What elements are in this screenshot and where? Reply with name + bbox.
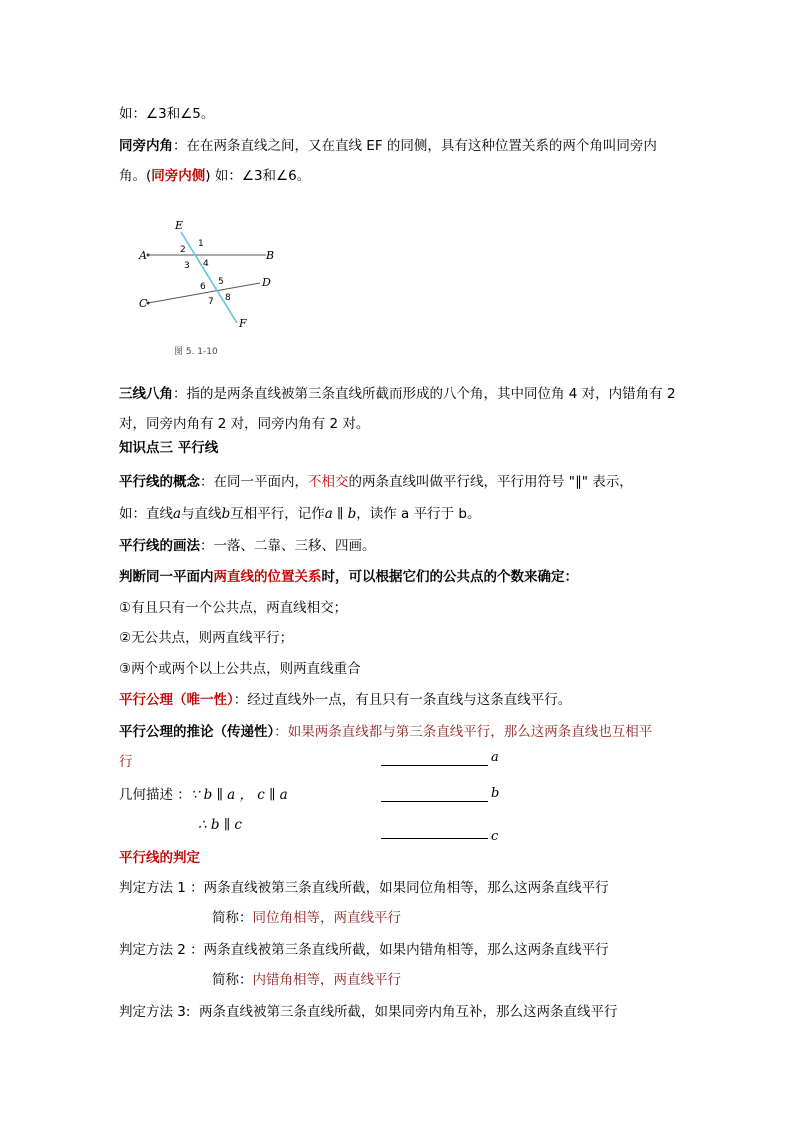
- text-line-10: [119, 567, 578, 587]
- line-label-b: b: [491, 786, 500, 801]
- method-label: 判定方法 1 ：: [119, 880, 204, 896]
- short-text: 内错角相等，两直线平行: [252, 972, 401, 988]
- given-expression: ∵ b ∥ a ， c ∥ a: [190, 787, 288, 803]
- method-label: 判定方法 2 ：: [119, 942, 204, 958]
- text-segment: 如：直线: [119, 506, 173, 522]
- parallel-line-b: [381, 801, 488, 802]
- line-ef: [181, 232, 237, 323]
- text-line-14: [119, 690, 571, 710]
- list-item-text: ③两个或两个以上公共点，则两直线重合: [119, 661, 361, 677]
- highlight-text: 同旁内侧: [151, 168, 206, 184]
- list-item: [119, 659, 361, 679]
- angle-4: 4: [203, 259, 209, 269]
- transversal-figure: [138, 215, 278, 360]
- line-label-a: a: [491, 750, 499, 765]
- text-segment: 时，可以根据它们的公共点的个数来确定：: [321, 569, 578, 585]
- term-heading: 三线八角: [119, 386, 173, 402]
- method-3: [119, 1002, 618, 1022]
- term-heading: 平行线的画法: [119, 538, 200, 554]
- angle-6: 6: [200, 282, 206, 292]
- short-text: 同位角相等，两直线平行: [252, 910, 401, 926]
- text-segment: ，读作 a 平行于 b。: [356, 506, 481, 522]
- label-e: E: [175, 219, 184, 232]
- method-text: 两条直线被第三条直线所截，如果内错角相等，那么这两条直线平行: [203, 942, 609, 958]
- text-line-16: [119, 752, 133, 772]
- list-item: [119, 628, 293, 648]
- method-2: [119, 940, 609, 960]
- term-heading: 同旁内角: [119, 138, 173, 154]
- text-line-5: [119, 414, 369, 434]
- text-line-4: [119, 384, 676, 404]
- example-text: 如：∠3和∠5。: [119, 106, 215, 122]
- label-b: B: [266, 249, 275, 262]
- text-segment: ) 如：∠3和∠6。: [205, 168, 311, 184]
- text-segment: ：一落、二靠、三移、四画。: [200, 538, 376, 554]
- definition-text: ：指的是两条直线被第三条直线所截而形成的八个角，其中同位角 4 对，内错角有 2: [173, 386, 676, 402]
- method-text: 两条直线被第三条直线所截，如果同位角相等，那么这两条直线平行: [203, 880, 609, 896]
- variable-b: b: [221, 506, 231, 522]
- label-d: D: [262, 276, 271, 289]
- text-line-7: [119, 472, 633, 492]
- angle-8: 8: [225, 293, 231, 303]
- highlight-text: 两直线的位置关系: [213, 569, 322, 585]
- text-segment: 的两条直线叫做平行线，平行用符号 "∥" 表示，: [348, 474, 633, 490]
- highlight-heading: 平行公理（唯一性）: [119, 692, 234, 708]
- definition-text: ：在在两条直线之间，又在直线 EF 的同侧，具有这种位置关系的两个角叫同旁内: [173, 138, 657, 154]
- text-line-1: [119, 104, 214, 124]
- label-f: F: [239, 317, 247, 330]
- method-label: 判定方法 3:: [119, 1004, 200, 1020]
- text-line-17: [119, 785, 288, 805]
- text-line-18: [198, 815, 242, 835]
- subsection-title: 平行线的判定: [119, 850, 200, 866]
- angle-7: 7: [208, 297, 214, 307]
- text-segment: 互相平行，记作: [230, 506, 325, 522]
- highlight-text: 行: [119, 754, 133, 770]
- text-line-8: [119, 504, 480, 524]
- method-2-short: [212, 970, 401, 990]
- list-item-text: ①有且只有一个公共点，两直线相交；: [119, 600, 348, 616]
- text-segment: 对，同旁内角有 2 对，同旁内角有 2 对。: [119, 416, 370, 432]
- section-heading: [119, 438, 218, 458]
- text-segment: 几何描述 ：: [119, 787, 191, 803]
- short-label: 简称：: [212, 972, 253, 988]
- text-line-3: [119, 166, 310, 186]
- short-label: 简称：: [212, 910, 253, 926]
- list-item-text: ②无公共点，则两直线平行；: [119, 630, 294, 646]
- highlight-text: 不相交: [308, 474, 349, 490]
- subsection-heading: [119, 848, 200, 868]
- variable-a: a: [173, 506, 182, 522]
- highlight-text: ：如果两条直线都与第三条直线平行，那么这两条直线也互相平: [274, 724, 653, 740]
- parallel-line-a: [381, 765, 488, 766]
- label-a: A: [139, 249, 147, 262]
- text-segment: 与直线: [181, 506, 222, 522]
- text-line-9: [119, 536, 376, 556]
- text-line-15: [119, 722, 652, 742]
- text-segment: 角。(: [119, 168, 152, 184]
- figure-caption: 图 5. 1-10: [174, 347, 218, 357]
- line-label-c: c: [491, 829, 499, 844]
- text-line-2: [119, 136, 657, 156]
- term-heading: 平行公理的推论（传递性）: [119, 724, 275, 740]
- method-1: [119, 878, 609, 898]
- angle-5: 5: [218, 277, 224, 287]
- angle-3: 3: [184, 261, 190, 271]
- angle-2: 2: [180, 245, 186, 255]
- text-segment: 判断同一平面内: [119, 569, 214, 585]
- text-segment: ：经过直线外一点，有且只有一条直线与这条直线平行。: [233, 692, 572, 708]
- list-item: [119, 598, 347, 618]
- label-c: C: [139, 297, 148, 310]
- parallel-expression: a ∥ b: [324, 506, 357, 522]
- term-heading: 平行线的概念: [119, 474, 200, 490]
- method-text: 两条直线被第三条直线所截，如果同旁内角互补，那么这两条直线平行: [199, 1004, 618, 1020]
- parallel-line-c: [381, 838, 488, 839]
- method-1-short: [212, 908, 401, 928]
- text-segment: ：在同一平面内，: [200, 474, 308, 490]
- angle-1: 1: [198, 239, 204, 249]
- section-title: 知识点三 平行线: [119, 440, 219, 456]
- conclusion-expression: ∴ b ∥ c: [198, 817, 242, 833]
